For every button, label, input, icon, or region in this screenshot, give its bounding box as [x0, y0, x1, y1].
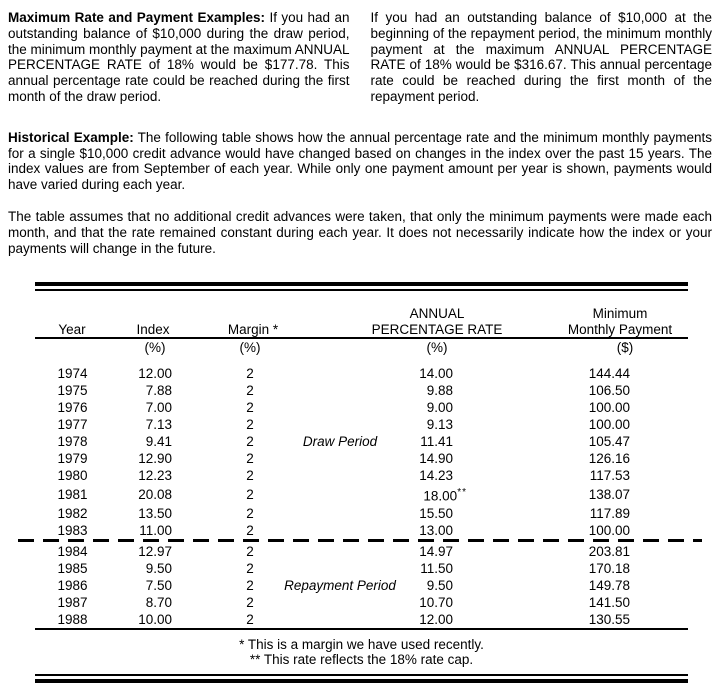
apr-header-line1: ANNUAL [409, 306, 465, 322]
table-row [35, 505, 688, 522]
margin-cell: 2 [246, 417, 254, 433]
max-rate-section [8, 10, 712, 105]
period-cell [305, 450, 375, 467]
table-row [35, 611, 688, 628]
period-cell [302, 433, 378, 450]
period-cell [305, 505, 375, 522]
apr-cell: 9.13 [426, 417, 453, 433]
index-cell: 11.00 [139, 522, 172, 538]
year-cell: 1974 [57, 366, 88, 382]
table-row [35, 484, 688, 505]
table-row [35, 382, 688, 399]
table-row [35, 433, 688, 450]
payment-cell: 130.55 [588, 611, 630, 627]
period-cell [305, 399, 375, 416]
year-cell: 1985 [57, 560, 88, 576]
payment-cell: 106.50 [588, 383, 630, 399]
period-label: Repayment Period [284, 577, 396, 593]
apr-cell: 10.70 [419, 594, 453, 610]
margin-cell: 2 [246, 451, 254, 467]
rate-history-table [35, 365, 688, 628]
index-cell: 7.00 [145, 400, 172, 416]
column-header-index: Index [136, 322, 170, 338]
apr-cell: 15.50 [419, 505, 453, 521]
margin-cell: 2 [246, 434, 254, 450]
payment-cell: 203.81 [588, 543, 630, 559]
year-cell: 1984 [57, 543, 88, 559]
index-cell: 10.00 [138, 611, 172, 627]
payment-header-line1: Minimum [592, 306, 648, 322]
apr-footnote-marker: ** [457, 487, 467, 499]
period-cell [284, 577, 396, 594]
max-rate-left-text: If you had an outstanding balance of $10,000 during the draw period, the minimum monthly payment at the maximum ANNUAL PERCENTAGE RATE of 18% would be $177.78. This annual percentage rate could be reached during the first month of the draw period. [8, 10, 350, 104]
apr-cell: 11.50 [420, 560, 453, 576]
year-cell: 1978 [57, 434, 88, 450]
unit-index: (%) [144, 340, 166, 356]
document-page [8, 10, 712, 683]
period-cell [305, 416, 375, 433]
table-row [35, 594, 688, 611]
apr-cell: 18.00** [423, 487, 467, 504]
index-cell: 12.90 [138, 451, 172, 467]
column-header-payment [568, 306, 672, 337]
payment-cell: 141.50 [588, 594, 630, 610]
index-cell: 20.08 [138, 487, 172, 503]
footnote-rate-cap: ** This rate reflects the 18% rate cap. [249, 652, 474, 668]
year-cell: 1986 [57, 577, 88, 593]
assumptions-paragraph: The table assumes that no additional credit advances were taken, that only the minimum payments were made each month, and that the rate remained constant during each year. It does not necessarily indicate how the index or your payments will change in the future. [8, 208, 712, 256]
table-bottom-line [35, 628, 688, 630]
period-label: Draw Period [302, 434, 378, 450]
margin-cell: 2 [246, 366, 254, 382]
payment-cell: 117.53 [589, 468, 630, 484]
index-cell: 12.00 [138, 366, 172, 382]
period-cell [305, 594, 375, 611]
payment-header-line2: Monthly Payment [567, 321, 673, 337]
period-cell [305, 543, 375, 560]
header-underline [35, 337, 688, 339]
table-row [35, 543, 688, 560]
unit-margin: (%) [239, 340, 261, 356]
payment-cell: 126.16 [588, 451, 630, 467]
margin-cell: 2 [246, 383, 254, 399]
table-row [35, 522, 688, 539]
payment-cell: 100.00 [588, 400, 630, 416]
payment-cell: 105.47 [588, 434, 630, 450]
index-cell: 7.13 [145, 417, 172, 433]
year-cell: 1982 [57, 505, 88, 521]
apr-cell: 9.88 [426, 383, 453, 399]
year-cell: 1981 [57, 487, 88, 503]
index-cell: 12.23 [138, 468, 172, 484]
column-header-apr [372, 306, 503, 337]
index-cell: 9.50 [145, 560, 172, 576]
margin-cell: 2 [246, 543, 254, 559]
year-cell: 1988 [57, 611, 88, 627]
table-row [35, 416, 688, 433]
table-footnotes [35, 637, 688, 668]
historical-example-text: The following table shows how the annual percentage rate and the minimum monthly payments for a single $10,000 credit advance would have changed based on changes in the index over the past 15 years. The index values are from September of each year. While only one payment amount per year is shown, payments would have varied during each year. [8, 129, 713, 193]
index-cell: 7.50 [145, 577, 172, 593]
apr-cell: 9.00 [426, 400, 453, 416]
period-cell [305, 382, 375, 399]
year-cell: 1987 [57, 594, 88, 610]
period-cell [305, 484, 375, 505]
year-cell: 1980 [57, 468, 88, 484]
table-header [35, 291, 688, 355]
max-rate-heading: Maximum Rate and Payment Examples: [8, 10, 266, 25]
max-rate-right-paragraph: If you had an outstanding balance of $10,000 at the beginning of the repayment period, the minimum monthly payment at the maximum ANNUAL PERCENTAGE RATE of 18% would be $316.67. This annual percentage rate could be reached during the first month of the repayment period. [370, 10, 712, 104]
table-row [35, 560, 688, 577]
index-cell: 13.50 [138, 505, 172, 521]
table-body [35, 365, 688, 628]
margin-cell: 2 [246, 487, 254, 503]
index-cell: 8.70 [145, 594, 172, 610]
margin-cell: 2 [246, 611, 254, 627]
apr-cell: 11.41 [420, 434, 453, 450]
period-cell [305, 560, 375, 577]
apr-header-line2: PERCENTAGE RATE [371, 321, 503, 337]
table-row [35, 399, 688, 416]
unit-payment: ($) [616, 340, 634, 356]
year-cell: 1977 [57, 417, 88, 433]
period-cell [305, 522, 375, 539]
index-cell: 12.97 [138, 543, 172, 559]
year-cell: 1983 [57, 522, 88, 538]
margin-cell: 2 [246, 577, 254, 593]
table-top-rule [35, 282, 688, 291]
period-cell [305, 467, 375, 484]
column-header-margin: Margin * [227, 322, 279, 338]
footnote-margin: * This is a margin we have used recently. [239, 636, 484, 652]
margin-cell: 2 [246, 560, 254, 576]
column-header-year: Year [58, 322, 86, 338]
payment-cell: 100.00 [588, 417, 630, 433]
margin-cell: 2 [246, 505, 254, 521]
index-cell: 7.88 [145, 383, 172, 399]
margin-cell: 2 [246, 400, 254, 416]
apr-cell: 14.90 [419, 451, 453, 467]
margin-cell: 2 [246, 522, 254, 538]
apr-cell: 12.00 [419, 611, 453, 627]
apr-cell: 13.00 [419, 522, 453, 538]
margin-cell: 2 [246, 594, 254, 610]
apr-cell: 14.00 [419, 366, 453, 382]
apr-cell: 14.23 [419, 468, 453, 484]
payment-cell: 117.89 [589, 505, 630, 521]
unit-apr: (%) [426, 340, 448, 356]
table-bottom-rule [35, 674, 688, 683]
payment-cell: 170.18 [588, 560, 630, 576]
payment-cell: 149.78 [588, 577, 630, 593]
payment-cell: 144.44 [588, 366, 630, 382]
period-cell [305, 611, 375, 628]
historical-example-paragraph [8, 130, 712, 193]
apr-cell: 9.50 [426, 577, 453, 593]
year-cell: 1975 [57, 383, 88, 399]
period-cell [305, 365, 375, 382]
apr-cell: 14.97 [419, 543, 453, 559]
year-cell: 1976 [57, 400, 88, 416]
table-row [35, 365, 688, 382]
table-row [35, 467, 688, 484]
historical-example-heading: Historical Example: [8, 129, 134, 145]
table-row [35, 450, 688, 467]
max-rate-left-paragraph [8, 10, 350, 105]
table-row [35, 577, 688, 594]
year-cell: 1979 [57, 451, 88, 467]
margin-cell: 2 [246, 468, 254, 484]
index-cell: 9.41 [145, 434, 172, 450]
payment-cell: 100.00 [588, 522, 630, 538]
payment-cell: 138.07 [588, 487, 630, 503]
historical-table [35, 282, 688, 683]
